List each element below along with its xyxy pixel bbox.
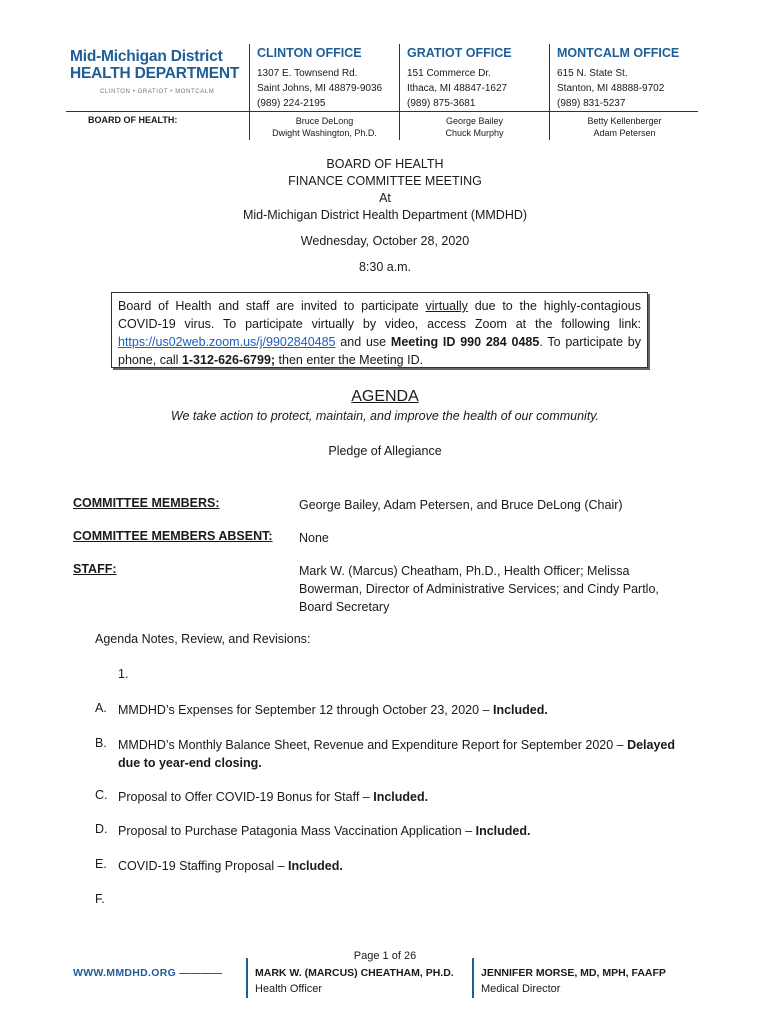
notice-text: Board of Health and staff are invited to participate <box>118 299 426 313</box>
logo-counties: CLINTON • GRATIOT • MONTCALM <box>100 89 215 95</box>
notice-virtually: virtually <box>425 299 468 313</box>
agenda-item-c <box>118 788 688 806</box>
board-member: Betty Kellenberger <box>587 116 662 126</box>
office-address: 1307 E. Townsend Rd. <box>257 68 358 79</box>
item-status: Included. <box>288 859 343 873</box>
meeting-time: 8:30 a.m. <box>358 260 412 274</box>
office-city: Saint Johns, MI 48879-9036 <box>257 83 383 94</box>
item-letter: A. <box>95 701 107 715</box>
dial-in-phone: 1-312-626-6799; <box>181 353 276 367</box>
meeting-title-block <box>0 156 770 224</box>
item-letter: D. <box>95 822 108 836</box>
board-of-health-label: BOARD OF HEALTH: <box>88 115 178 125</box>
board-members-montcalm <box>552 115 697 139</box>
item-status: Included. <box>373 790 429 804</box>
notice-text: and use <box>335 335 391 349</box>
members-absent-value: None <box>299 531 329 545</box>
meeting-date: Wednesday, October 28, 2020 <box>300 234 470 248</box>
board-member: Adam Petersen <box>593 128 656 138</box>
agenda-title: AGENDA <box>351 388 419 405</box>
committee-members-value: George Bailey, Adam Petersen, and Bruce DeLong (Chair) <box>299 498 623 512</box>
notice-text: . To participate by phone, call <box>118 335 642 367</box>
office-title: CLINTON OFFICE <box>257 46 362 60</box>
office-phone: (989) 831-5237 <box>557 98 626 109</box>
gratiot-office <box>407 46 552 111</box>
page-number: Page 1 of 26 <box>353 950 417 962</box>
notice-text: then enter the Meeting ID. <box>275 353 424 367</box>
board-members-clinton <box>252 115 397 139</box>
clinton-office <box>257 46 402 111</box>
agenda-item-1: 1. <box>118 667 129 681</box>
office-title: GRATIOT OFFICE <box>407 46 512 60</box>
health-officer-title: Health Officer <box>255 983 323 995</box>
agenda-item-e <box>118 857 688 875</box>
mmdhd-logo <box>70 48 246 108</box>
meeting-body: BOARD OF HEALTH <box>326 157 444 171</box>
item-letter: C. <box>95 788 108 802</box>
logo-line-1: Mid-Michigan District <box>70 48 223 65</box>
website-link[interactable]: WWW.MMDHD.ORG <box>73 967 177 979</box>
item-letter: E. <box>95 857 107 871</box>
item-text: Proposal to Purchase Patagonia Mass Vaccination Application – <box>118 824 476 838</box>
office-city: Ithaca, MI 48847-1627 <box>407 83 508 94</box>
agenda-notes-heading: Agenda Notes, Review, and Revisions: <box>95 632 311 646</box>
montcalm-office <box>557 46 702 111</box>
office-address: 615 N. State St. <box>557 68 628 79</box>
members-absent-label: COMMITTEE MEMBERS ABSENT: <box>73 529 273 543</box>
agenda-item-d <box>118 822 688 840</box>
office-title: MONTCALM OFFICE <box>557 46 680 60</box>
header-rule <box>66 111 698 112</box>
agenda-item-b <box>118 736 688 772</box>
footer-website <box>73 967 222 979</box>
office-city: Stanton, MI 48888-9702 <box>557 83 665 94</box>
item-text: COVID-19 Staffing Proposal – <box>118 859 288 873</box>
office-phone: (989) 224-2195 <box>257 98 326 109</box>
medical-director-title: Medical Director <box>481 983 561 995</box>
footer-divider <box>472 958 474 998</box>
board-members-gratiot <box>402 115 547 139</box>
committee-members-label: COMMITTEE MEMBERS: <box>73 496 220 510</box>
board-member: Bruce DeLong <box>295 116 354 126</box>
header-divider <box>249 44 250 140</box>
board-member: Dwight Washington, Ph.D. <box>272 128 377 138</box>
meeting-name: FINANCE COMMITTEE MEETING <box>288 174 482 188</box>
zoom-link[interactable]: https://us02web.zoom.us/j/9902840485 <box>118 335 336 349</box>
health-officer-name: MARK W. (MARCUS) CHEATHAM, PH.D. <box>255 967 454 979</box>
item-status: Included. <box>492 703 548 717</box>
staff-value: Mark W. (Marcus) Cheatham, Ph.D., Health Officer; Melissa Bowerman, Director of Administrative Services; and Cindy Partlo, Board Secretary <box>299 564 659 614</box>
staff-label: STAFF: <box>73 562 117 576</box>
pledge-of-allegiance: Pledge of Allegiance <box>328 444 442 458</box>
footer-divider <box>246 958 248 998</box>
office-address: 151 Commerce Dr. <box>407 68 491 79</box>
meeting-id: Meeting ID 990 284 0485 <box>390 335 540 349</box>
item-text: MMDHD’s Monthly Balance Sheet, Revenue and Expenditure Report for September 2020 – <box>118 738 628 752</box>
meeting-at: At <box>379 191 391 205</box>
mission-statement: We take action to protect, maintain, and improve the health of our community. <box>170 409 600 423</box>
board-member: Chuck Murphy <box>445 128 504 138</box>
item-letter: F. <box>95 892 105 906</box>
footer-dash: ———— <box>179 967 223 979</box>
notice-text: due to the highly-contagious COVID-19 virus. To participate virtually by video, access Zoom at the following link: <box>118 299 641 331</box>
logo-line-2: HEALTH DEPARTMENT <box>70 65 240 82</box>
item-letter: B. <box>95 736 107 750</box>
item-text: MMDHD’s Expenses for September 12 through October 23, 2020 – <box>118 703 493 717</box>
item-status: Included. <box>475 824 531 838</box>
office-phone: (989) 875-3681 <box>407 98 476 109</box>
item-text: Proposal to Offer COVID-19 Bonus for Staff – <box>118 790 374 804</box>
agenda-item-a <box>118 701 688 719</box>
medical-director-name: JENNIFER MORSE, MD, MPH, FAAFP <box>481 967 666 979</box>
item-status: Delayed due to year-end closing. <box>118 738 676 770</box>
virtual-meeting-notice <box>111 292 648 368</box>
meeting-venue: Mid-Michigan District Health Department (MMDHD) <box>242 208 528 222</box>
board-member: George Bailey <box>445 116 504 126</box>
